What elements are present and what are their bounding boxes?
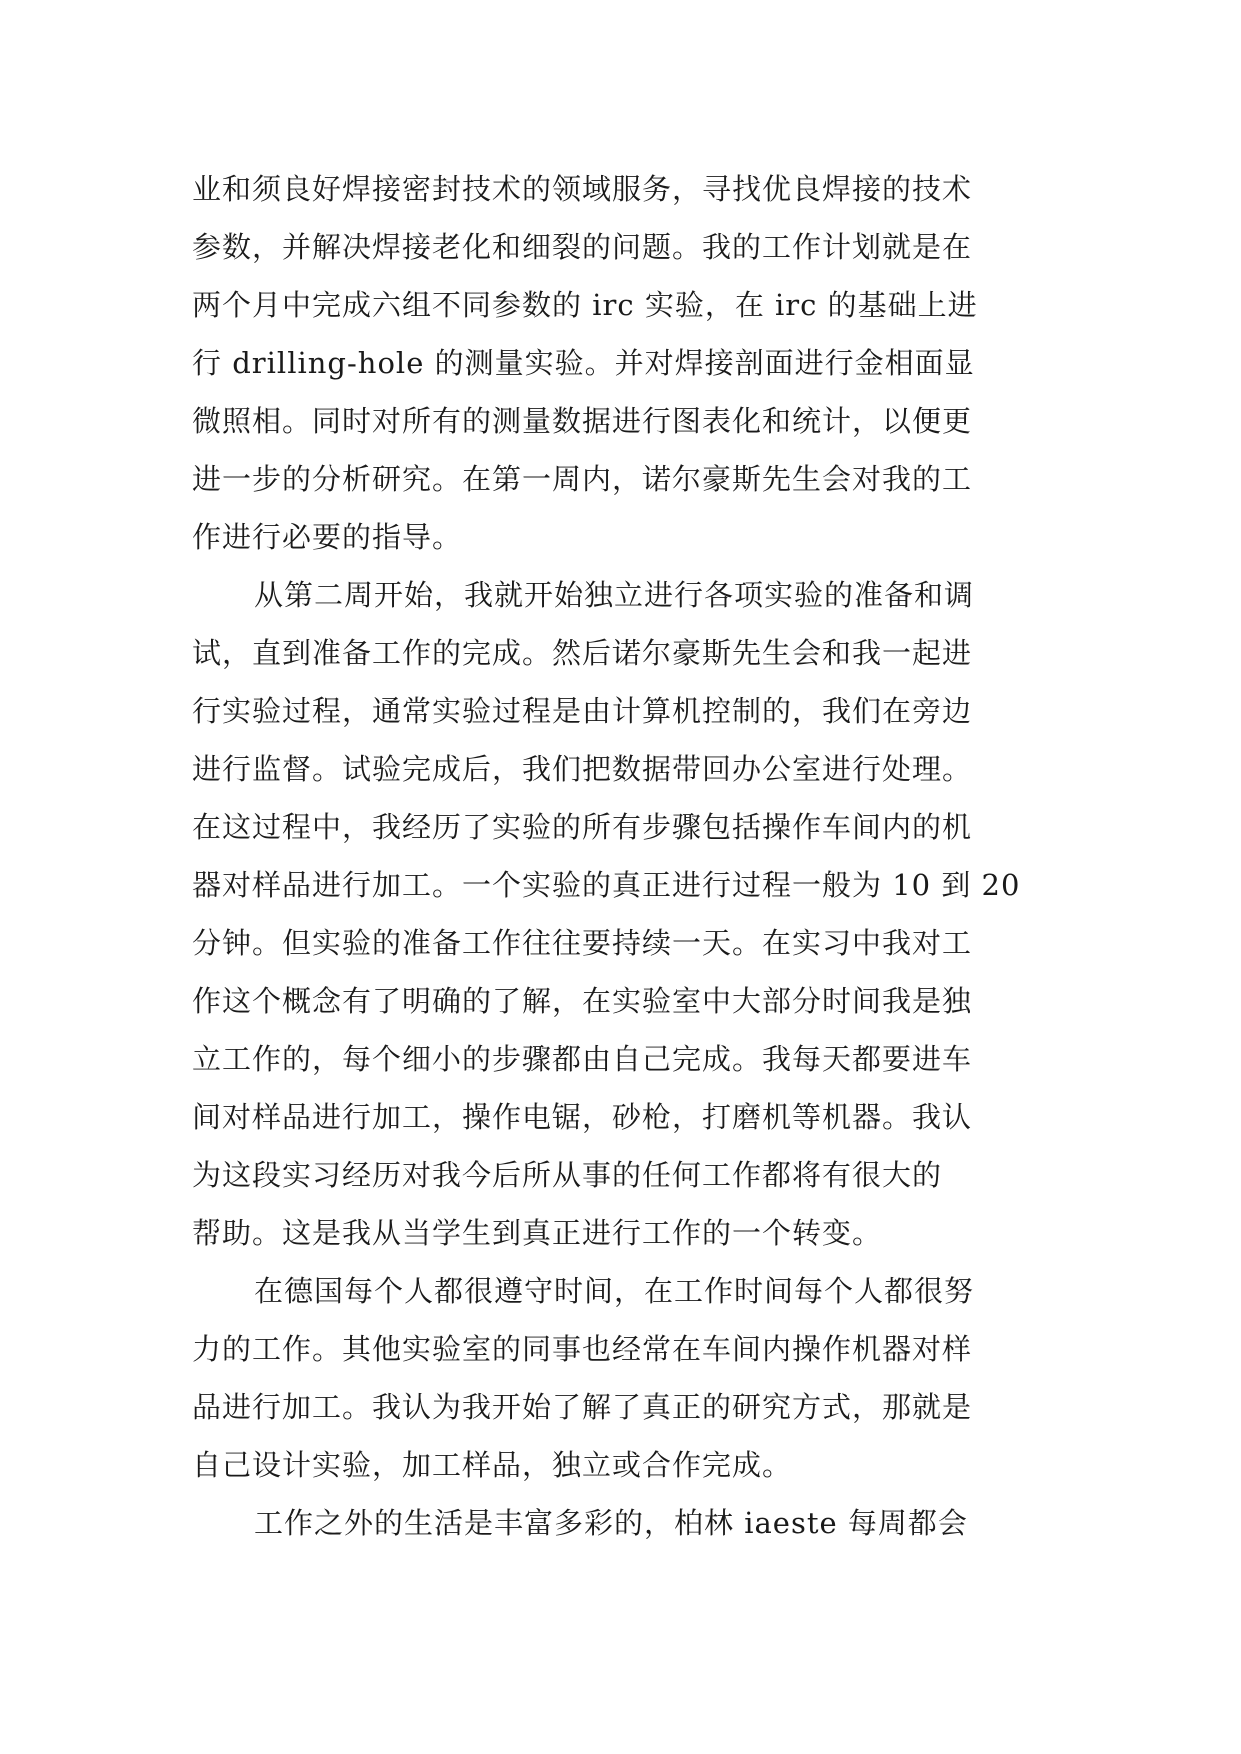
- text-line: 两个月中完成六组不同参数的 irc 实验，在 irc 的基础上进: [192, 288, 978, 322]
- text-line: 进行监督。试验完成后，我们把数据带回办公室进行处理。: [192, 752, 973, 786]
- text-line: 间对样品进行加工，操作电锯，砂枪，打磨机等机器。我认: [192, 1100, 973, 1134]
- text-line: 作进行必要的指导。: [192, 520, 463, 554]
- text-line: 立工作的，每个细小的步骤都由自己完成。我每天都要进车: [192, 1042, 973, 1076]
- text-line: 力的工作。其他实验室的同事也经常在车间内操作机器对样: [192, 1332, 973, 1366]
- text-line: 为这段实习经历对我今后所从事的任何工作都将有很大的: [192, 1158, 943, 1192]
- text-line: 行实验过程，通常实验过程是由计算机控制的，我们在旁边: [192, 694, 973, 728]
- text-line: 自己设计实验，加工样品，独立或合作完成。: [192, 1448, 793, 1482]
- text-line: 行 drilling-hole 的测量实验。并对焊接剖面进行金相面显: [192, 346, 975, 380]
- paragraph-start-line: 从第二周开始，我就开始独立进行各项实验的准备和调: [254, 578, 975, 612]
- text-line: 品进行加工。我认为我开始了解了真正的研究方式，那就是: [192, 1390, 973, 1424]
- text-line: 微照相。同时对所有的测量数据进行图表化和统计，以便更: [192, 404, 973, 438]
- paragraph-start-line: 工作之外的生活是丰富多彩的，柏林 iaeste 每周都会: [254, 1506, 968, 1540]
- text-line: 业和须良好焊接密封技术的领域服务，寻找优良焊接的技术: [192, 172, 973, 206]
- paragraph-start-line: 在德国每个人都很遵守时间，在工作时间每个人都很努: [254, 1274, 975, 1308]
- text-line: 参数，并解决焊接老化和细裂的问题。我的工作计划就是在: [192, 230, 973, 264]
- text-line: 分钟。但实验的准备工作往往要持续一天。在实习中我对工: [192, 926, 973, 960]
- text-line: 试，直到准备工作的完成。然后诺尔豪斯先生会和我一起进: [192, 636, 973, 670]
- text-line: 在这过程中，我经历了实验的所有步骤包括操作车间内的机: [192, 810, 973, 844]
- text-line: 进一步的分析研究。在第一周内，诺尔豪斯先生会对我的工: [192, 462, 973, 496]
- body-text: [192, 160, 1072, 1552]
- text-line: 作这个概念有了明确的了解，在实验室中大部分时间我是独: [192, 984, 973, 1018]
- text-line: 器对样品进行加工。一个实验的真正进行过程一般为 10 到 20: [192, 868, 1021, 902]
- text-line: 帮助。这是我从当学生到真正进行工作的一个转变。: [192, 1216, 883, 1250]
